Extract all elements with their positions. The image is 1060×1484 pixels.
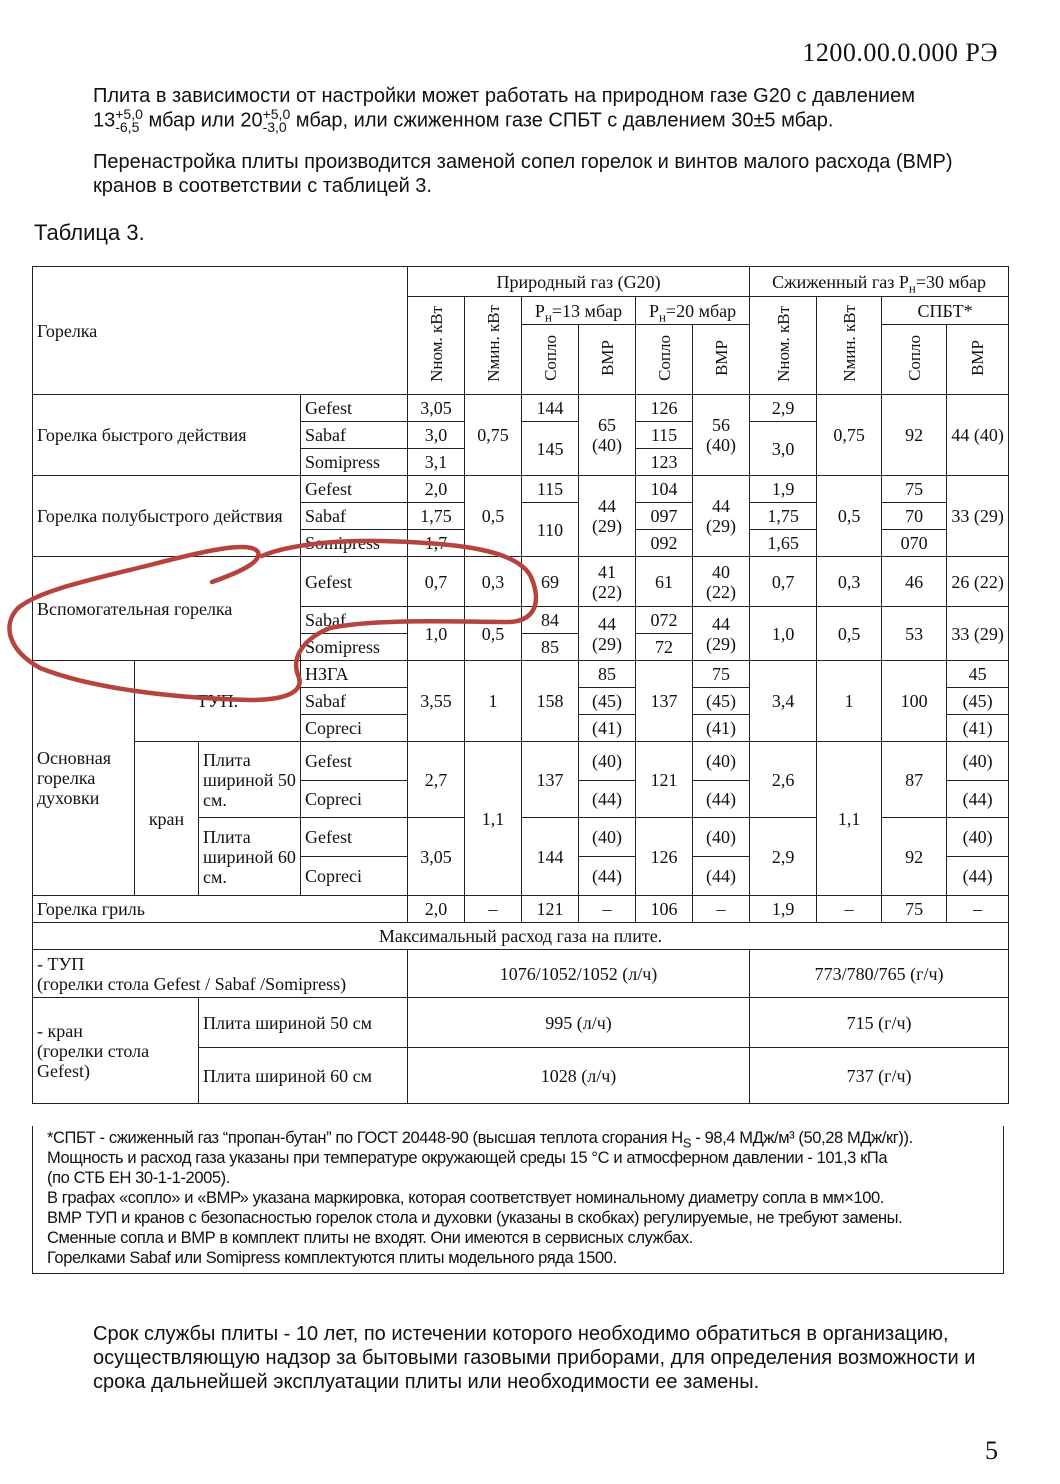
cell: 100 (882, 661, 947, 742)
cell: 46 (882, 557, 947, 607)
cell: 104 (636, 476, 693, 503)
header-nnom: Nном. кВт (408, 297, 465, 395)
cell: 3,4 (750, 661, 817, 742)
cell: 115 (522, 476, 579, 503)
cell: 33 (29) (947, 476, 1009, 557)
header-soplo-20: Сопло (636, 325, 693, 395)
table-caption: Таблица 3. (34, 220, 145, 245)
cell: (44) (947, 857, 1009, 896)
pressure-ng-13: 13 (93, 109, 116, 132)
page-number: 5 (985, 1436, 998, 1465)
maker-nzga: НЗГА (301, 661, 408, 688)
header-lpg-nmin: Nмин. кВт (817, 297, 882, 395)
maker-gefest: Gefest (301, 818, 408, 857)
cell: 137 (522, 742, 579, 818)
max-w50-natural: 995 (л/ч) (408, 998, 750, 1048)
cell: (41) (947, 715, 1009, 742)
cell: 75 (882, 896, 947, 923)
pressure-13-tolerance: +5,0 -6,5 (115, 106, 143, 135)
max-tup-lpg: 773/780/765 (г/ч) (750, 950, 1009, 998)
cell: 3,05 (408, 395, 465, 422)
maker-somipress: Somipress (301, 449, 408, 476)
cell: 072 (636, 607, 693, 634)
pressure-ng-20: 20 (240, 109, 263, 132)
cell: – (465, 896, 522, 923)
cell: 2,0 (408, 896, 465, 923)
cell: 0,5 (465, 476, 522, 557)
cell: 0,3 (817, 557, 882, 607)
header-vmr-20: ВМР (693, 325, 750, 395)
cell: 092 (636, 530, 693, 557)
oven-tup-label: ТУП. (135, 661, 301, 742)
cell: 126 (636, 395, 693, 422)
cell: 75 (882, 476, 947, 503)
document-code: 1200.00.0.000 РЭ (802, 38, 998, 67)
maker-gefest: Gefest (301, 742, 408, 781)
cell: (41) (693, 715, 750, 742)
cell: 85 (579, 661, 636, 688)
cell: 3,05 (408, 818, 465, 896)
service-life-paragraph: Срок службы плиты - 10 лет, по истечении которого необходимо обратиться в организацию, осуществляющую надзор за бытовыми газовыми приборами, для определения возможности и срока дальнейшей эксплуатации плиты или необходимости ее замены. (93, 1323, 976, 1393)
cell: 84 (522, 607, 579, 634)
maker-somipress: Somipress (301, 634, 408, 661)
cell: 110 (522, 503, 579, 557)
header-lpg-nnom: Nном. кВт (750, 297, 817, 395)
cell: 40 (22) (693, 557, 750, 607)
cell: 45 (947, 661, 1009, 688)
cell: (40) (947, 818, 1009, 857)
cell: 56 (40) (693, 395, 750, 476)
cell: 0,5 (465, 607, 522, 661)
intro-text-mid: мбар или (142, 109, 241, 132)
table-footnote (32, 1126, 1004, 1274)
header-p13: $Р_н=13$ мбар (522, 297, 636, 325)
maker-copreci: Copreci (301, 781, 408, 818)
cell: (44) (693, 781, 750, 818)
cell: (44) (947, 781, 1009, 818)
header-soplo-13: Сопло (522, 325, 579, 395)
cell: 1,65 (750, 530, 817, 557)
footnote-line: Сменные сопла и ВМР в комплект плиты не входят. Они имеются в сервисных службах. (47, 1229, 693, 1247)
cell: 69 (522, 557, 579, 607)
cell: 53 (882, 607, 947, 661)
cell: 26 (22) (947, 557, 1009, 607)
cell: 2,9 (750, 818, 817, 896)
cell: – (947, 896, 1009, 923)
cell: (40) (693, 742, 750, 781)
header-spbt: СПБТ* (882, 297, 1009, 325)
header-burner: Горелка (33, 267, 408, 395)
maker-copreci: Copreci (301, 715, 408, 742)
cell: 126 (636, 818, 693, 896)
cell: 61 (636, 557, 693, 607)
cell: 2,7 (408, 742, 465, 818)
row-semi-rapid-burner: Горелка полубыстрого действия (33, 476, 301, 557)
cell: 44 (40) (947, 395, 1009, 476)
max-kran-label: - кран (горелки стола Gefest) (33, 998, 199, 1104)
cell: 1,7 (408, 530, 465, 557)
cell: 87 (882, 742, 947, 818)
cell: 44 (29) (579, 607, 636, 661)
cell: (40) (947, 742, 1009, 781)
cell: 65 (40) (579, 395, 636, 476)
cell: 44 (29) (579, 476, 636, 557)
cell: (45) (579, 688, 636, 715)
cell: 1 (817, 661, 882, 742)
cell: 137 (636, 661, 693, 742)
cell: 1,0 (750, 607, 817, 661)
cell: 92 (882, 395, 947, 476)
cell: 3,0 (408, 422, 465, 449)
cell: 1,75 (750, 503, 817, 530)
maker-sabaf: Sabaf (301, 607, 408, 634)
header-p20: $Р_н=20$ мбар (636, 297, 750, 325)
cell: 44 (29) (693, 476, 750, 557)
cell: 097 (636, 503, 693, 530)
maker-gefest: Gefest (301, 476, 408, 503)
row-grill-burner: Горелка гриль (33, 896, 408, 923)
intro-paragraph-pressure (93, 84, 1008, 134)
cell: (40) (579, 742, 636, 781)
cell: – (817, 896, 882, 923)
header-vmr-lpg: ВМР (947, 325, 1009, 395)
cell: (44) (579, 781, 636, 818)
maker-gefest: Gefest (301, 557, 408, 607)
cell: 121 (636, 742, 693, 818)
gas-burner-table (32, 266, 1009, 1104)
cell: 70 (882, 503, 947, 530)
cell: 115 (636, 422, 693, 449)
header-vmr-13: ВМР (579, 325, 636, 395)
maker-sabaf: Sabaf (301, 503, 408, 530)
maker-somipress: Somipress (301, 530, 408, 557)
header-lpg: Сжиженный газ $Р_н=30$ мбар (750, 267, 1009, 297)
cell: (40) (579, 818, 636, 857)
footnote-line: В графах «сопло» и «ВМР» указана маркировка, которая соответствует номинальному диаметру сопла в мм×100. (47, 1189, 884, 1207)
pressure-20-tolerance: +5,0 -3,0 (262, 106, 291, 135)
footnote-line: (по СТБ ЕН 30-1-1-2005). (47, 1169, 230, 1187)
cell: 2,0 (408, 476, 465, 503)
cell: (44) (693, 857, 750, 896)
maker-sabaf: Sabaf (301, 688, 408, 715)
cell: 144 (522, 395, 579, 422)
oven-kran-label: кран (135, 742, 199, 896)
maker-gefest: Gefest (301, 395, 408, 422)
cell: 121 (522, 896, 579, 923)
cell: 0,75 (465, 395, 522, 476)
max-consumption-title: Максимальный расход газа на плите. (33, 923, 1009, 950)
cell: 3,55 (408, 661, 465, 742)
cell: 1,9 (750, 476, 817, 503)
intro-text-tail: мбар, или сжиженном газе СПБТ с давлением 30±5 мбар. (290, 109, 834, 132)
cell: 75 (693, 661, 750, 688)
cell: 3,0 (750, 422, 817, 476)
max-width-60-label: Плита шириной 60 см (199, 1048, 408, 1104)
footnote-line: *СПБТ - сжиженный газ “пропан-бутан” по ГОСТ 20448-90 (высшая теплота сгорания $H_S - 98,4$ МДж/м³ (50,28 МДж/кг)). (47, 1129, 913, 1151)
cell: 1,9 (750, 896, 817, 923)
max-w50-lpg: 715 (г/ч) (750, 998, 1009, 1048)
maker-sabaf: Sabaf (301, 422, 408, 449)
max-w60-natural: 1028 (л/ч) (408, 1048, 750, 1104)
footnote-line: ВМР ТУП и кранов с безопасностью горелок стола и духовки (указаны в скобках) регулируемые, не требуют замены. (47, 1209, 903, 1227)
row-rapid-burner: Горелка быстрого действия (33, 395, 301, 476)
cell: 145 (522, 422, 579, 476)
max-w60-lpg: 737 (г/ч) (750, 1048, 1009, 1104)
width-60-label: Плита шириной 60 см. (199, 818, 301, 896)
header-soplo-lpg: Сопло (882, 325, 947, 395)
cell: 144 (522, 818, 579, 896)
cell: – (693, 896, 750, 923)
cell: 0,7 (750, 557, 817, 607)
header-natural-gas: Природный газ (G20) (408, 267, 750, 297)
cell: 0,5 (817, 476, 882, 557)
intro-text-a: Плита в зависимости от настройки может работать на природном газе G20 с давлением (93, 85, 915, 107)
cell: 0,3 (465, 557, 522, 607)
intro-paragraph-reconfig: Перенастройка плиты производится заменой сопел горелок и винтов малого расхода (ВМР) кранов в соответствии с таблицей 3. (93, 151, 953, 197)
row-oven-burner: Основная горелка духовки (33, 661, 135, 896)
cell: 0,7 (408, 557, 465, 607)
cell: 3,1 (408, 449, 465, 476)
cell: 106 (636, 896, 693, 923)
cell: – (579, 896, 636, 923)
maker-copreci: Copreci (301, 857, 408, 896)
cell: (44) (579, 857, 636, 896)
cell: 1,75 (408, 503, 465, 530)
header-nmin: Nмин. кВт (465, 297, 522, 395)
cell: 2,9 (750, 395, 817, 422)
cell: 85 (522, 634, 579, 661)
cell: 123 (636, 449, 693, 476)
cell: 1,1 (817, 742, 882, 896)
cell: 158 (522, 661, 579, 742)
row-auxiliary-burner: Вспомогательная горелка (33, 557, 301, 661)
cell: (45) (693, 688, 750, 715)
footnote-line: Мощность и расход газа указаны при температуре окружающей среды 15 °С и атмосферном давлении - 101,3 кПа (47, 1149, 888, 1167)
footnote-line: Горелками Sabaf или Somipress комплектуются плиты модельного ряда 1500. (47, 1249, 617, 1267)
max-width-50-label: Плита шириной 50 см (199, 998, 408, 1048)
cell: (41) (579, 715, 636, 742)
cell: 070 (882, 530, 947, 557)
cell: 2,6 (750, 742, 817, 818)
cell: 41 (22) (579, 557, 636, 607)
cell: 92 (882, 818, 947, 896)
cell: 44 (29) (693, 607, 750, 661)
cell: 72 (636, 634, 693, 661)
cell: 1 (465, 661, 522, 742)
max-tup-natural: 1076/1052/1052 (л/ч) (408, 950, 750, 998)
cell: 0,5 (817, 607, 882, 661)
cell: 33 (29) (947, 607, 1009, 661)
cell: 0,75 (817, 395, 882, 476)
cell: (40) (693, 818, 750, 857)
cell: 1,0 (408, 607, 465, 661)
max-tup-label: - ТУП (горелки стола Gefest / Sabaf /Somipress) (33, 950, 408, 998)
cell: 1,1 (465, 742, 522, 896)
cell: (45) (947, 688, 1009, 715)
width-50-label: Плита шириной 50 см. (199, 742, 301, 818)
